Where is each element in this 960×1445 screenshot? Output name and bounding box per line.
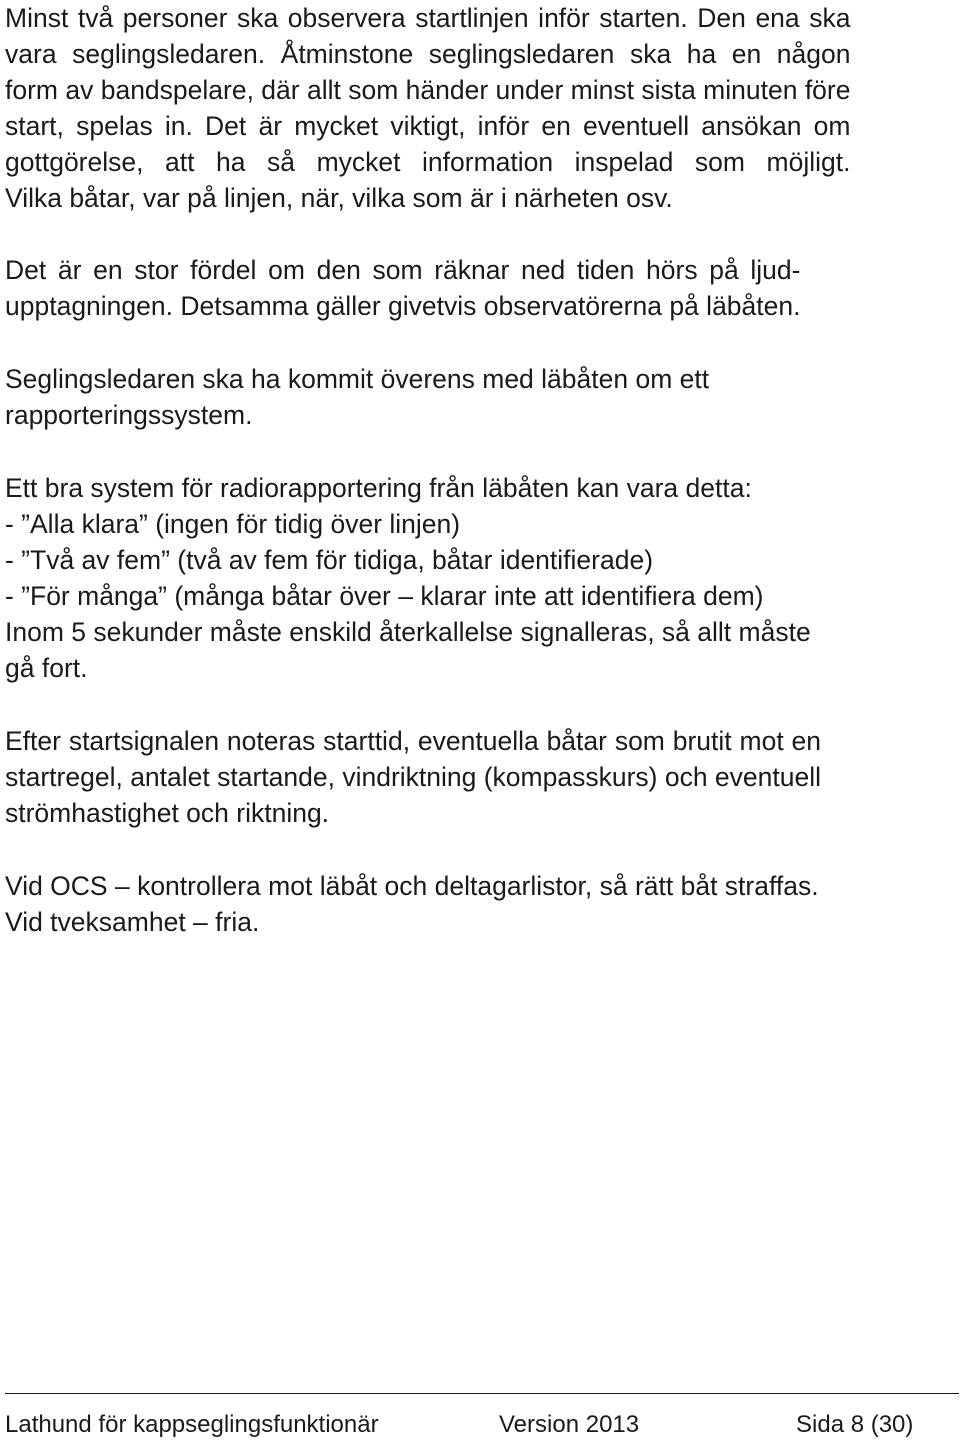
text-line: Efter startsignalen noteras starttid, eventuella båtar som brutit mot en (5, 726, 822, 756)
text-line: form av bandspelare, där allt som händer under minst sista minuten före (5, 75, 851, 105)
paragraph-countdown (5, 252, 800, 324)
footer-title: Lathund för kappseglingsfunktionär (5, 1411, 379, 1438)
paragraph-ocs (5, 868, 819, 940)
text-line: startregel, antalet startande, vindriktning (kompasskurs) och eventuell (5, 762, 822, 792)
text-line: gottgörelse, att ha så mycket information inspelad som möjligt. (5, 147, 851, 177)
text-line: Seglingsledaren ska ha kommit överens med läbåten om ett (5, 364, 710, 394)
paragraph-radio-system (5, 470, 811, 686)
text-line: Vid OCS – kontrollera mot läbåt och deltagarlistor, så rätt båt straffas. (5, 871, 819, 901)
paragraph-reporting-agreement (5, 361, 709, 433)
list-item: - ”Alla klara” (ingen för tidig över linjen) (5, 509, 461, 539)
paragraph-after-start (5, 723, 821, 831)
list-item: - ”Två av fem” (två av fem för tidiga, båtar identifierade) (5, 545, 654, 575)
text-line: Vilka båtar, var på linjen, när, vilka som är i närheten osv. (5, 183, 673, 213)
list-item: - ”För många” (många båtar över – klarar inte att identifiera dem) (5, 581, 764, 611)
paragraph-observers (5, 0, 850, 216)
footer-divider (5, 1393, 959, 1394)
text-line: Ett bra system för radiorapportering från läbåten kan vara detta: (5, 473, 752, 503)
text-line: Minst två personer ska observera startlinjen inför starten. Den ena ska (5, 3, 851, 33)
text-line: strömhastighet och riktning. (5, 798, 330, 828)
text-line: gå fort. (5, 653, 88, 683)
text-line: start, spelas in. Det är mycket viktigt, inför en eventuell ansökan om (5, 111, 851, 141)
text-line: Det är en stor fördel om den som räknar ned tiden hörs på ljud- (5, 255, 801, 285)
text-line: upptagningen. Detsamma gäller givetvis observatörerna på läbåten. (5, 291, 801, 321)
page-footer (5, 1408, 959, 1442)
text-line: rapporteringssystem. (5, 400, 253, 430)
text-line: vara seglingsledaren. Åtminstone seglingsledaren ska ha en någon (5, 39, 851, 69)
text-line: Inom 5 sekunder måste enskild återkallelse signalleras, så allt måste (5, 617, 811, 647)
footer-page-number: Sida 8 (30) (796, 1411, 914, 1438)
footer-version: Version 2013 (499, 1411, 640, 1438)
text-line: Vid tveksamhet – fria. (5, 907, 260, 937)
